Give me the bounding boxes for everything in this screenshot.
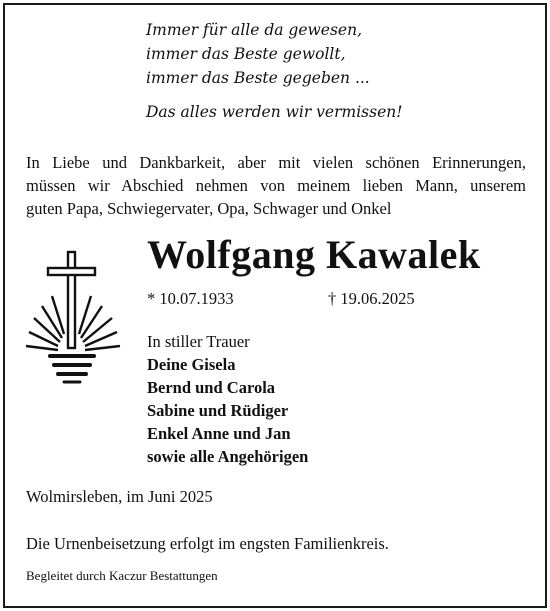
poem-closing: Das alles werden wir vermissen!: [146, 103, 403, 121]
undertaker-credit: Begleitet durch Kaczur Bestattungen: [26, 568, 218, 583]
cross-sunrise-icon: [22, 248, 128, 388]
poem-line: Immer für alle da gewesen,: [146, 21, 363, 39]
mourner-name: Sabine und Rüdiger: [147, 401, 289, 420]
poem: [146, 18, 526, 124]
poem-line: immer das Beste gegeben ...: [146, 69, 370, 87]
birth-date: * 10.07.1933: [147, 289, 234, 308]
intro-line: In Liebe und Dankbarkeit, aber mit vielen schönen Erinnerungen,: [26, 153, 526, 172]
poem-line: immer das Beste gewollt,: [146, 45, 346, 63]
mourning-phrase: In stiller Trauer: [147, 332, 250, 351]
intro-line: guten Papa, Schwiegervater, Opa, Schwager und Onkel: [26, 199, 392, 218]
mourner-name: Enkel Anne und Jan: [147, 424, 291, 443]
mourner-name: Bernd und Carola: [147, 378, 276, 397]
mourners-list: [147, 330, 527, 468]
intro-text: [26, 151, 526, 220]
mourner-name: Deine Gisela: [147, 355, 236, 374]
intro-line: müssen wir Abschied nehmen von meinem lieben Mann, unserem: [26, 176, 526, 195]
mourner-name: sowie alle Angehörigen: [147, 447, 309, 466]
burial-note: Die Urnenbeisetzung erfolgt im engsten Familienkreis.: [26, 534, 389, 553]
place-date: Wolmirsleben, im Juni 2025: [26, 487, 213, 506]
deceased-name: Wolfgang Kawalek: [147, 232, 481, 277]
death-date: † 19.06.2025: [328, 289, 415, 308]
